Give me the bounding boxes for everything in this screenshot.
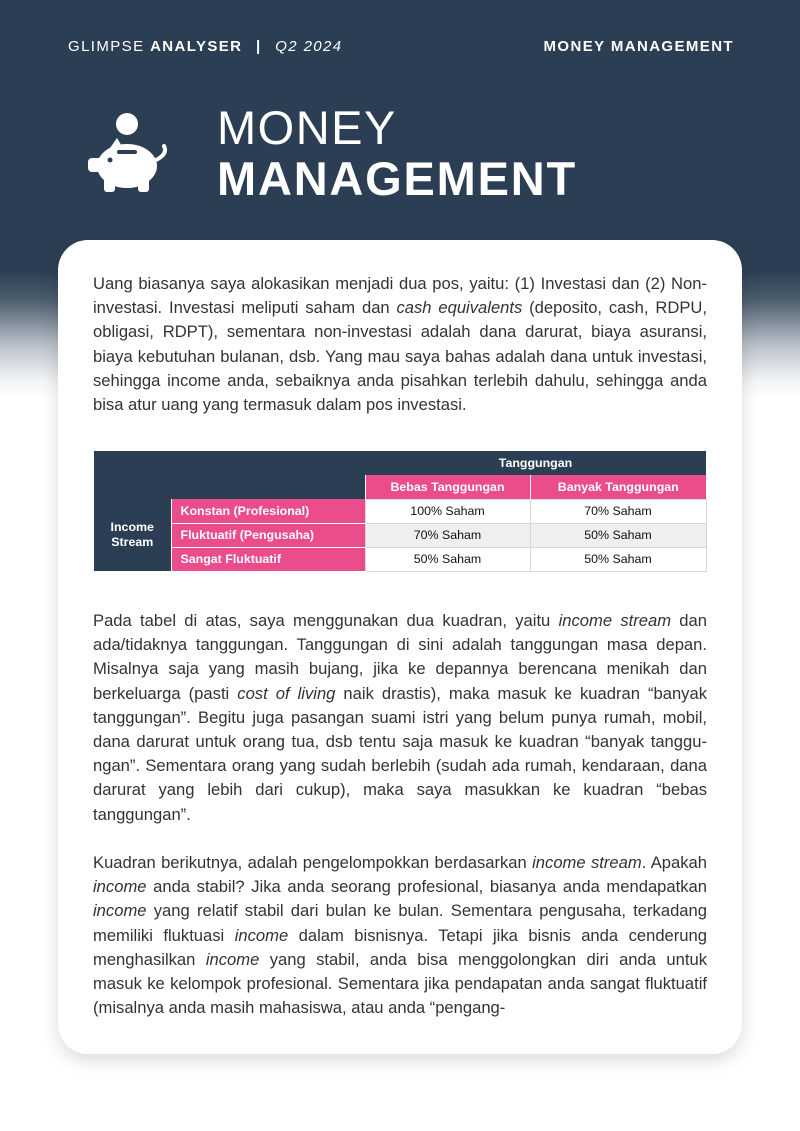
paragraph-intro: Uang biasanya saya alokasikan menjadi dua pos, yaitu: (1) Investasi dan (2) Non-investasi. Investasi meliputi saham dan cash equivalents (deposito, cash, RDPU, obligasi, RDPT), sementara non-investasi adalah dana darurat, biaya asuransi, biaya kebutuhan bulanan, dsb. Yang mau saya bahas adalah dana untuk investasi, sehingga income anda, sebaiknya anda pisahkan terlebih dahulu, sehingga anda bisa atur uang yang termasuk dalam pos investasi. [93, 274, 707, 415]
section-label: MONEY MANAGEMENT [543, 38, 734, 55]
table-group-header: Tanggungan [365, 451, 706, 475]
row-group-header: Income Stream [94, 499, 171, 571]
column-header: Banyak Tanggungan [530, 475, 706, 499]
table-cell: 70% Saham [365, 523, 530, 547]
table-cell: 50% Saham [530, 523, 706, 547]
table-corner [94, 451, 365, 499]
paragraph-income-stream: Kuadran berikutnya, adalah pengelompokkan berdasarkan income stream. Apakah income anda stabil? Jika anda seorang profesional, biasanya anda mendapatkan income yang relatif stabil dari bulan ke bulan. Sementara pengusaha, terkadang memiliki fluktuasi income dalam bisnisnya. Tetapi jika bisnis anda cenderung menghasilkan income yang stabil, anda bisa menggolongkan diri anda untuk masuk ke kelompok profesional. Sementara jika pendapatan anda sangat fluktuatif (misalnya anda masih mahasiswa, atau anda “pengang- [93, 853, 707, 1018]
column-header: Bebas Tanggungan [365, 475, 530, 499]
paragraph-quadrant-explanation: Pada tabel di atas, saya menggunakan dua kuadran, yaitu income stream dan ada/tidaknya tanggungan. Tanggungan di sini adalah tanggungan masa depan. Misalnya saja yang masih bujang, jika ke depannya berencana menikah dan berkeluarga (pasti cost of living naik drastis), maka masuk ke kuadran “banyak tanggungan”. Begitu juga pasangan suami istri yang belum punya rumah, mobil, dana darurat untuk orang tua, dsb tentu saja masuk ke kuadran “banyak tanggungan”. Sementara orang yang sudah berlebih (sudah ada rumah, kendaraan, dana darurat yang lebih dari cukup), maka saya masukkan ke kuadran “bebas tanggungan”. [93, 611, 707, 824]
top-bar [68, 38, 734, 55]
content-card [58, 240, 742, 1054]
allocation-table [94, 451, 707, 572]
piggy-bank-coin-icon [84, 110, 170, 196]
hero-title [217, 101, 578, 205]
header-separator: | [256, 38, 262, 55]
brand-name-light: GLIMPSE [68, 38, 145, 55]
row-label: Konstan (Profesional) [171, 499, 365, 523]
hero-title-line1: MONEY [217, 101, 397, 154]
publication-label [68, 38, 343, 55]
row-label: Sangat Fluktuatif [171, 547, 365, 571]
table-cell: 70% Saham [530, 499, 706, 523]
row-label: Fluktuatif (Pengusaha) [171, 523, 365, 547]
brand-name-bold: ANALYSER [150, 38, 243, 55]
table-cell: 50% Saham [365, 547, 530, 571]
table-cell: 100% Saham [365, 499, 530, 523]
hero-title-line2: MANAGEMENT [217, 152, 578, 205]
report-period: Q2 2024 [275, 38, 343, 55]
table-cell: 50% Saham [530, 547, 706, 571]
